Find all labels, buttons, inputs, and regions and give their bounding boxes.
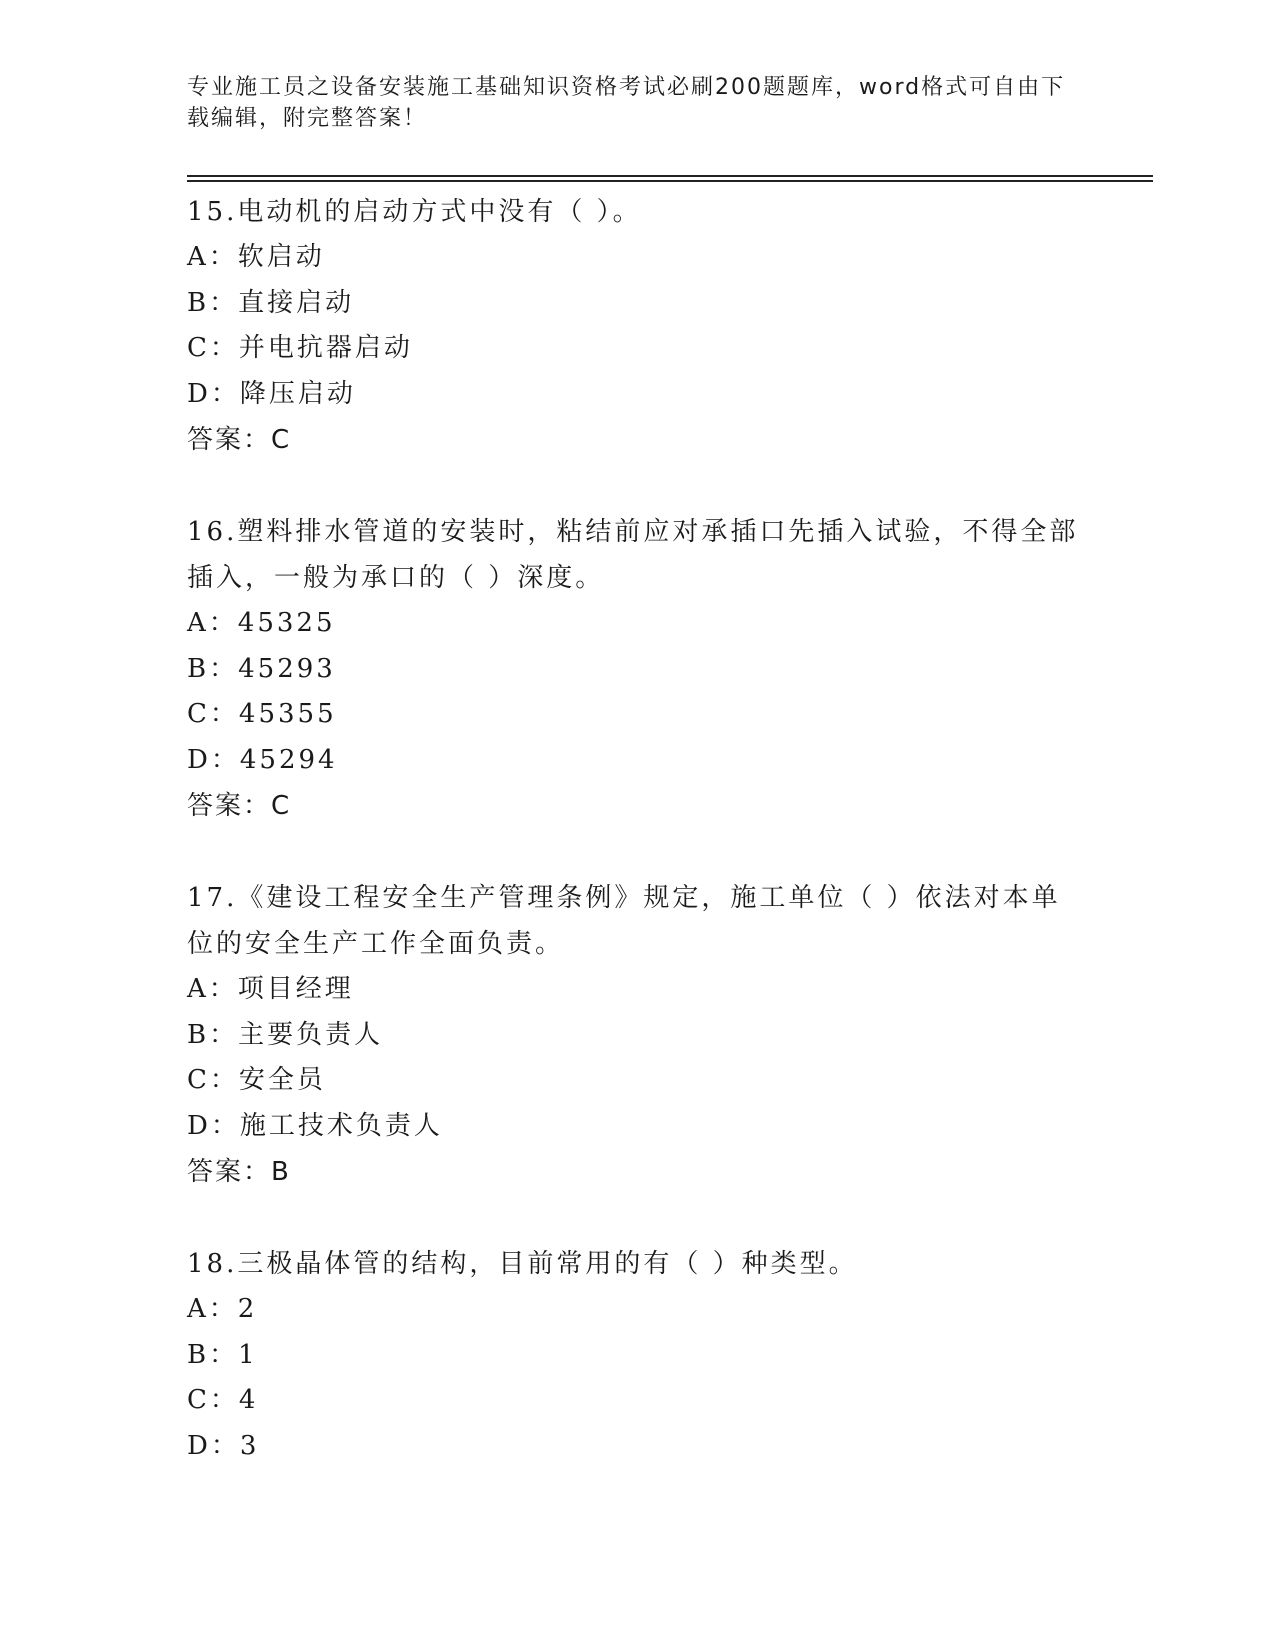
option-key: A： [187,242,238,272]
option-b [187,647,1087,693]
option-b [187,1333,1087,1379]
option-c [187,1378,1087,1424]
option-text: 直接启动 [238,287,355,318]
option-text: 45294 [239,744,338,775]
option-key: A： [187,974,238,1004]
option-text: 45293 [238,653,336,684]
document-header: 专业施工员之设备安装施工基础知识资格考试必刷200题题库，word格式可自由下载编辑，附完整答案！ [187,75,1066,131]
option-b [187,281,1087,327]
option-a [187,601,1087,647]
option-text: 安全员 [238,1065,326,1095]
question-17 [187,875,1087,1195]
question-text: 18.三极晶体管的结构，目前常用的有（ ）种类型。 [187,1249,858,1279]
option-key: B： [187,1339,239,1370]
option-text: 并电抗器启动 [238,333,413,363]
option-key: C： [187,1065,239,1095]
option-key: B： [187,1019,239,1050]
question-text: 16.塑料排水管道的安装时，粘结前应对承插口先插入试验，不得全部插入，一般为承口的（ ）深度。 [187,517,1079,593]
option-key: A： [187,1294,238,1324]
option-text: 4 [238,1385,259,1415]
option-key: D： [187,1110,240,1141]
answer-line: 答案：B [187,1157,291,1187]
option-text: 45325 [237,608,336,638]
option-d [187,372,1087,418]
option-d [187,738,1087,784]
option-text: 施工技术负责人 [239,1110,443,1141]
option-text: 降压启动 [239,378,356,409]
option-a [187,967,1087,1013]
option-key: D： [187,744,240,775]
option-text: 3 [239,1430,260,1461]
option-key: C： [187,699,239,729]
header-divider-top [187,175,1153,177]
option-key: B： [187,653,239,684]
question-list [187,189,1087,1515]
option-key: C： [187,333,239,363]
header-divider-bottom [187,180,1153,182]
option-key: D： [187,1430,240,1461]
option-c [187,1058,1087,1104]
option-key: A： [187,608,238,638]
answer-line: 答案：C [187,425,292,455]
option-c [187,692,1087,738]
option-text: 45355 [238,699,337,729]
option-d [187,1104,1087,1150]
question-15 [187,189,1087,463]
option-key: C： [187,1385,239,1415]
option-a [187,235,1087,281]
question-text: 15.电动机的启动方式中没有（ ）。 [187,197,642,227]
option-text: 项目经理 [237,974,354,1004]
option-c [187,326,1087,372]
option-a [187,1287,1087,1333]
option-text: 软启动 [237,242,325,272]
question-18 [187,1241,1087,1469]
option-text: 1 [238,1339,258,1370]
option-text: 主要负责人 [238,1019,384,1050]
option-d [187,1424,1087,1470]
option-b [187,1013,1087,1059]
option-key: D： [187,378,240,409]
option-text: 2 [237,1294,258,1324]
question-16 [187,509,1087,829]
answer-line: 答案：C [187,791,292,821]
question-text: 17.《建设工程安全生产管理条例》规定，施工单位（ ）依法对本单位的安全生产工作全面负责。 [187,883,1061,959]
option-key: B： [187,287,239,318]
